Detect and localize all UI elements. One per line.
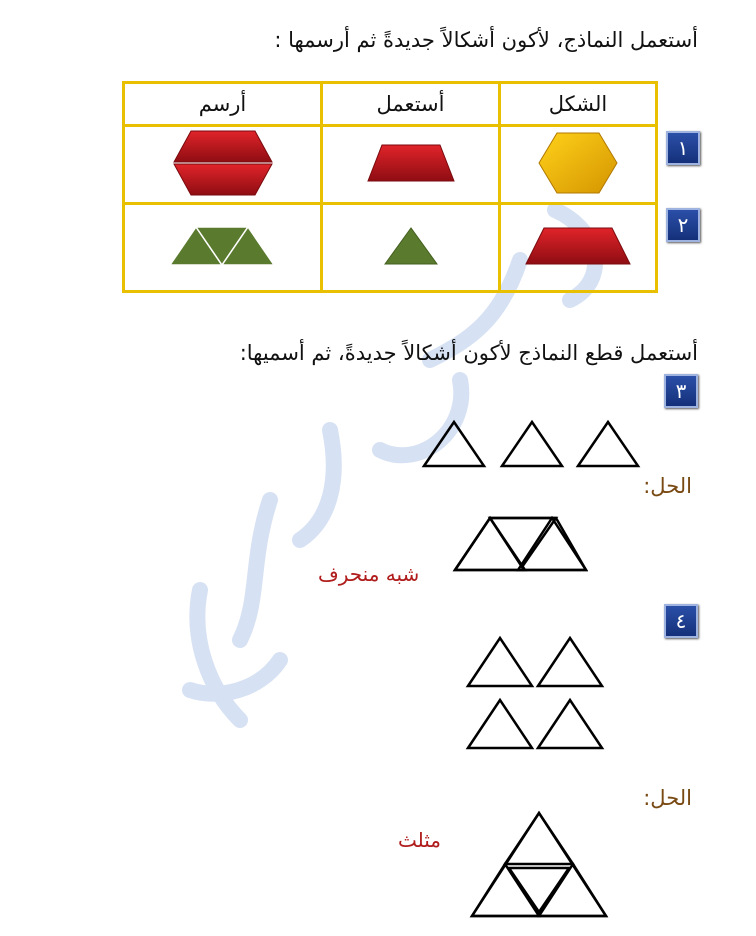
triangle-piece-image	[383, 226, 439, 266]
problem4-number-badge: ٤	[664, 604, 698, 638]
header-shape: الشكل	[500, 83, 657, 126]
problem3-solution-trapezoid-image	[452, 515, 588, 573]
problem4-solution-label: الحل:	[643, 786, 692, 810]
row1-use-cell	[322, 126, 500, 204]
problem4-solution-triangle-image	[469, 810, 609, 920]
section2-heading: أستعمل قطع النماذج لأكون أشكالاً جديدةً، ثم أسميها:	[239, 341, 698, 365]
hexagon-from-trapezoids-image	[173, 128, 273, 198]
problem3-solution-label: الحل:	[643, 474, 692, 498]
problem3-number-badge: ٣	[664, 374, 698, 408]
problem4-answer: مثلث	[398, 828, 442, 852]
header-use: أستعمل	[322, 83, 500, 126]
row2-draw-cell	[124, 204, 322, 292]
header-draw: أرسم	[124, 83, 322, 126]
shapes-table	[122, 81, 658, 293]
section1-heading: أستعمل النماذج، لأكون أشكالاً جديدةً ثم أرسمها :	[274, 28, 698, 52]
trapezoid-piece-image	[524, 226, 632, 266]
row1-draw-cell	[124, 126, 322, 204]
row2-number-badge: ٢	[666, 208, 700, 242]
row2-use-cell	[322, 204, 500, 292]
hexagon-piece-image	[537, 131, 619, 195]
problem3-triangles-image	[420, 418, 646, 470]
row1-number-badge: ١	[666, 131, 700, 165]
row2-shape-cell	[500, 204, 657, 292]
row1-shape-cell	[500, 126, 657, 204]
trapezoid-from-triangles-image	[168, 225, 278, 267]
problem3-answer: شبه منحرف	[318, 562, 420, 586]
problem4-triangles-image	[464, 634, 608, 752]
trapezoid-piece-image	[366, 143, 456, 183]
